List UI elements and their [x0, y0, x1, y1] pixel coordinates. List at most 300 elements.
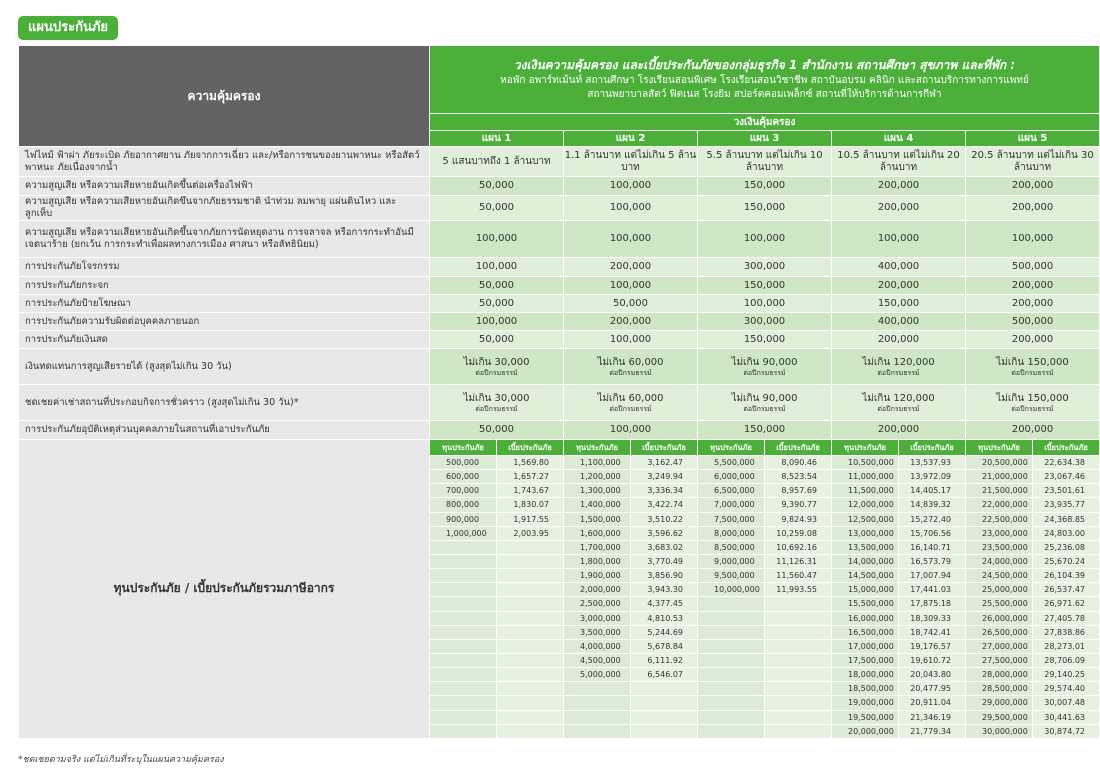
coverage-value: 400,000	[832, 313, 966, 331]
coverage-header: ความคุ้มครอง	[19, 46, 430, 147]
sum-insured-cell	[430, 554, 497, 568]
per-policy-note: ต่อปีกรมธรรม์	[1011, 368, 1054, 377]
coverage-label: การประกันภัยเงินสด	[19, 331, 430, 349]
premium-cell: 26,537.47	[1033, 583, 1100, 597]
sum-insured-cell: 11,000,000	[832, 470, 899, 484]
coverage-value-text: ไม่เกิน 60,000	[597, 356, 664, 368]
sum-insured-cell	[430, 710, 497, 724]
sum-insured-cell: 1,400,000	[564, 498, 631, 512]
sum-insured-cell: 5,500,000	[698, 456, 765, 470]
sum-insured-cell: 25,000,000	[966, 583, 1033, 597]
sum-insured-cell: 15,000,000	[832, 583, 899, 597]
sum-insured-cell: 21,000,000	[966, 470, 1033, 484]
premium-cell: 24,803.00	[1033, 526, 1100, 540]
premium-cell	[497, 554, 564, 568]
premium-section-label: ทุนประกันภัย / เบี้ยประกันภัยรวมภาษีอากร	[19, 440, 430, 739]
sum-insured-cell: 22,500,000	[966, 512, 1033, 526]
per-policy-note: ต่อปีกรมธรรม์	[743, 368, 786, 377]
coverage-value: 50,000	[430, 295, 564, 313]
coverage-value: 150,000	[698, 277, 832, 295]
sum-insured-cell	[698, 639, 765, 653]
premium-cell: 1,569.80	[497, 456, 564, 470]
sum-insured-cell: 19,000,000	[832, 696, 899, 710]
premium-cell: 10,692.16	[765, 540, 832, 554]
per-policy-note: ต่อปีกรมธรรม์	[1011, 404, 1054, 413]
premium-cell	[765, 611, 832, 625]
coverage-label: การประกันภัยโจรกรรม	[19, 258, 430, 277]
coverage-value: 200,000	[564, 313, 698, 331]
sum-insured-cell: 23,500,000	[966, 540, 1033, 554]
sum-insured-header: ทุนประกันภัย	[832, 440, 899, 456]
coverage-row	[19, 196, 1100, 221]
premium-cell: 14,405.17	[899, 484, 966, 498]
premium-cell: 4,377.45	[631, 597, 698, 611]
sum-insured-cell	[430, 569, 497, 583]
coverage-value: 200,000	[832, 331, 966, 349]
premium-cell: 21,346.19	[899, 710, 966, 724]
premium-cell	[765, 724, 832, 738]
sum-insured-cell: 1,100,000	[564, 456, 631, 470]
coverage-value-text: ไม่เกิน 30,000	[463, 392, 530, 404]
coverage-value: 5 แสนบาทถึง 1 ล้านบาท	[430, 147, 564, 177]
sum-insured-cell: 24,500,000	[966, 569, 1033, 583]
premium-cell	[631, 710, 698, 724]
coverage-value: 100,000	[564, 421, 698, 440]
sum-insured-cell: 600,000	[430, 470, 497, 484]
coverage-table	[18, 45, 1100, 739]
per-policy-note: ต่อปีกรมธรรม์	[609, 404, 652, 413]
sum-insured-cell: 23,000,000	[966, 526, 1033, 540]
sum-insured-cell	[430, 639, 497, 653]
premium-cell: 1,743.67	[497, 484, 564, 498]
coverage-row	[19, 147, 1100, 177]
sum-insured-cell: 800,000	[430, 498, 497, 512]
premium-cell: 1,917.55	[497, 512, 564, 526]
premium-cell: 11,126.31	[765, 554, 832, 568]
coverage-value: 100,000	[698, 221, 832, 258]
premium-cell: 26,104.39	[1033, 569, 1100, 583]
sum-insured-cell: 22,000,000	[966, 498, 1033, 512]
coverage-label: ความสูญเสีย หรือความเสียหายอันเกิดขึ้นจากภัยการนัดหยุดงาน การจลาจล หรือการกระทำอันมีเจตนาร้าย (ยกเว้น การกระทำเพื่อผลทางการเมือง ศาสนา หรือลัทธินิยม)	[19, 221, 430, 258]
premium-cell: 15,272.40	[899, 512, 966, 526]
premium-cell	[765, 668, 832, 682]
premium-cell: 24,368.85	[1033, 512, 1100, 526]
per-policy-note: ต่อปีกรมธรรม์	[475, 404, 518, 413]
sum-insured-cell	[564, 724, 631, 738]
plan-header-2: แผน 2	[564, 131, 698, 147]
premium-cell	[765, 710, 832, 724]
premium-cell: 10,259.08	[765, 526, 832, 540]
sum-insured-cell: 27,000,000	[966, 639, 1033, 653]
premium-cell: 15,706.56	[899, 526, 966, 540]
sum-insured-cell: 2,500,000	[564, 597, 631, 611]
coverage-value: 50,000	[430, 277, 564, 295]
premium-cell: 23,935.77	[1033, 498, 1100, 512]
coverage-value: 100,000	[966, 221, 1100, 258]
premium-cell	[765, 682, 832, 696]
sum-insured-cell: 3,500,000	[564, 625, 631, 639]
coverage-value: 200,000	[832, 196, 966, 221]
premium-cell: 3,770.49	[631, 554, 698, 568]
sum-insured-cell: 13,000,000	[832, 526, 899, 540]
sum-insured-cell	[430, 583, 497, 597]
plan-header-3: แผน 3	[698, 131, 832, 147]
plan-description-header	[430, 46, 1100, 114]
coverage-value: 50,000	[430, 196, 564, 221]
sum-insured-cell: 26,500,000	[966, 625, 1033, 639]
coverage-value: 100,000	[564, 177, 698, 196]
sum-insured-cell: 27,500,000	[966, 653, 1033, 667]
premium-cell: 18,309.33	[899, 611, 966, 625]
plan-header-5: แผน 5	[966, 131, 1100, 147]
premium-cell: 27,405.78	[1033, 611, 1100, 625]
per-policy-note: ต่อปีกรมธรรม์	[475, 368, 518, 377]
coverage-value: 300,000	[698, 258, 832, 277]
sum-insured-cell: 16,500,000	[832, 625, 899, 639]
coverage-value	[564, 385, 698, 421]
sum-insured-cell: 1,300,000	[564, 484, 631, 498]
premium-cell: 28,706.09	[1033, 653, 1100, 667]
coverage-value: 200,000	[966, 295, 1100, 313]
premium-cell: 30,874.72	[1033, 724, 1100, 738]
sum-insured-cell	[564, 682, 631, 696]
header-line-1: วงเงินความคุ้มครอง และเบี้ยประกันภัยของกลุ่มธุรกิจ 1 สำนักงาน สถานศึกษา สุขภาพ และที่พัก :	[513, 58, 1016, 72]
premium-cell: 13,972.09	[899, 470, 966, 484]
premium-cell	[497, 710, 564, 724]
coverage-value: 50,000	[430, 331, 564, 349]
premium-cell	[631, 696, 698, 710]
coverage-value: 100,000	[430, 313, 564, 331]
premium-cell: 3,249.94	[631, 470, 698, 484]
premium-cell: 11,993.55	[765, 583, 832, 597]
premium-cell: 4,810.53	[631, 611, 698, 625]
premium-cell: 3,162.47	[631, 456, 698, 470]
premium-cell: 9,824.93	[765, 512, 832, 526]
coverage-value: 50,000	[430, 421, 564, 440]
premium-cell: 20,043.80	[899, 668, 966, 682]
premium-cell: 20,911.04	[899, 696, 966, 710]
sum-insured-cell: 16,000,000	[832, 611, 899, 625]
coverage-value: 200,000	[832, 421, 966, 440]
premium-cell: 30,441.63	[1033, 710, 1100, 724]
sum-insured-cell: 26,000,000	[966, 611, 1033, 625]
premium-cell	[765, 696, 832, 710]
sum-insured-cell: 6,000,000	[698, 470, 765, 484]
coverage-value: 150,000	[832, 295, 966, 313]
sum-insured-cell: 10,500,000	[832, 456, 899, 470]
coverage-value: 100,000	[430, 258, 564, 277]
sum-insured-cell: 4,500,000	[564, 653, 631, 667]
coverage-value	[698, 385, 832, 421]
coverage-row	[19, 258, 1100, 277]
sum-insured-cell: 30,000,000	[966, 724, 1033, 738]
coverage-value: 200,000	[966, 421, 1100, 440]
header-line-2: หอพัก อพาร์ทเม้นท์ สถานศึกษา โรงเรียนสอนพิเศษ โรงเรียนสอนวิชาชีพ สถาบันอบรม คลินิก และสถานบริการทางการแพทย์	[500, 75, 1029, 86]
premium-cell: 8,090.46	[765, 456, 832, 470]
premium-cell	[497, 724, 564, 738]
sum-insured-cell: 12,500,000	[832, 512, 899, 526]
premium-cell: 16,140.71	[899, 540, 966, 554]
sum-insured-cell	[430, 625, 497, 639]
coverage-value-text: ไม่เกิน 120,000	[862, 356, 935, 368]
coverage-value	[966, 349, 1100, 385]
premium-cell: 16,573.79	[899, 554, 966, 568]
coverage-value: 100,000	[832, 221, 966, 258]
premium-cell: 2,003.95	[497, 526, 564, 540]
premium-cell	[497, 611, 564, 625]
sum-insured-cell: 8,500,000	[698, 540, 765, 554]
premium-cell: 13,537.93	[899, 456, 966, 470]
premium-header: เบี้ยประกันภัย	[631, 440, 698, 456]
coverage-value: 200,000	[564, 258, 698, 277]
premium-cell: 22,634.38	[1033, 456, 1100, 470]
coverage-value: 200,000	[966, 196, 1100, 221]
premium-cell: 5,678.84	[631, 639, 698, 653]
premium-cell: 3,683.02	[631, 540, 698, 554]
premium-cell: 29,574.40	[1033, 682, 1100, 696]
premium-cell: 3,856.90	[631, 569, 698, 583]
coverage-value: 200,000	[966, 177, 1100, 196]
sum-insured-cell: 18,000,000	[832, 668, 899, 682]
coverage-value-text: ไม่เกิน 60,000	[597, 392, 664, 404]
sum-insured-cell	[430, 696, 497, 710]
premium-cell	[631, 682, 698, 696]
sum-insured-cell	[698, 611, 765, 625]
coverage-row	[19, 277, 1100, 295]
premium-cell	[497, 583, 564, 597]
coverage-value	[430, 349, 564, 385]
coverage-value: 100,000	[564, 331, 698, 349]
premium-cell: 17,007.94	[899, 569, 966, 583]
coverage-row	[19, 295, 1100, 313]
sum-insured-cell	[430, 540, 497, 554]
coverage-row	[19, 331, 1100, 349]
premium-cell: 3,336.34	[631, 484, 698, 498]
coverage-value: 500,000	[966, 258, 1100, 277]
premium-cell	[765, 625, 832, 639]
premium-cell	[497, 625, 564, 639]
premium-cell	[497, 540, 564, 554]
sum-insured-cell: 1,000,000	[430, 526, 497, 540]
sum-insured-cell	[430, 724, 497, 738]
premium-cell	[497, 682, 564, 696]
coverage-label: ความสูญเสีย หรือความเสียหายอันเกิดขึ้นต่อเครื่องไฟฟ้า	[19, 177, 430, 196]
per-policy-note: ต่อปีกรมธรรม์	[877, 368, 920, 377]
limit-header: วงเงินคุ้มครอง	[430, 114, 1100, 131]
sum-insured-cell	[698, 625, 765, 639]
coverage-row	[19, 421, 1100, 440]
sum-insured-cell: 9,500,000	[698, 569, 765, 583]
coverage-row	[19, 385, 1100, 421]
premium-header: เบี้ยประกันภัย	[497, 440, 564, 456]
sum-insured-cell: 25,500,000	[966, 597, 1033, 611]
premium-cell: 18,742.41	[899, 625, 966, 639]
coverage-value: 200,000	[966, 331, 1100, 349]
coverage-value: 150,000	[698, 196, 832, 221]
premium-cell: 17,441.03	[899, 583, 966, 597]
coverage-value: 200,000	[832, 177, 966, 196]
sum-insured-header: ทุนประกันภัย	[564, 440, 631, 456]
sum-insured-cell	[698, 597, 765, 611]
per-policy-note: ต่อปีกรมธรรม์	[743, 404, 786, 413]
coverage-value	[832, 349, 966, 385]
header-line-3: สถานพยาบาลสัตว์ ฟิตเนส โรงยิม สปอร์ตคอมเพล็กซ์ สถานที่ให้บริการด้านการกีฬา	[587, 89, 942, 100]
premium-cell: 11,560.47	[765, 569, 832, 583]
page-title: แผนประกันภัย	[18, 16, 118, 40]
premium-cell: 8,957.69	[765, 484, 832, 498]
coverage-value-text: ไม่เกิน 90,000	[731, 356, 798, 368]
premium-header: เบี้ยประกันภัย	[1033, 440, 1100, 456]
sum-insured-cell: 7,000,000	[698, 498, 765, 512]
coverage-value: 150,000	[698, 177, 832, 196]
sum-insured-cell: 29,500,000	[966, 710, 1033, 724]
premium-header: เบี้ยประกันภัย	[899, 440, 966, 456]
coverage-value: 150,000	[698, 331, 832, 349]
premium-cell: 8,523.54	[765, 470, 832, 484]
premium-cell: 25,236.08	[1033, 540, 1100, 554]
premium-cell: 23,501.61	[1033, 484, 1100, 498]
coverage-label: ชดเชยค่าเช่าสถานที่ประกอบกิจการชั่วคราว (สูงสุดไม่เกิน 30 วัน)*	[19, 385, 430, 421]
sum-insured-cell	[698, 668, 765, 682]
premium-cell: 20,477.95	[899, 682, 966, 696]
coverage-row	[19, 313, 1100, 331]
coverage-value: 200,000	[966, 277, 1100, 295]
sum-insured-cell	[698, 724, 765, 738]
plan-header-1: แผน 1	[430, 131, 564, 147]
sum-insured-cell: 14,500,000	[832, 569, 899, 583]
sum-insured-cell: 1,200,000	[564, 470, 631, 484]
premium-cell	[631, 724, 698, 738]
sum-insured-cell: 28,500,000	[966, 682, 1033, 696]
sum-insured-cell	[430, 668, 497, 682]
coverage-value: 100,000	[430, 221, 564, 258]
sum-insured-cell: 13,500,000	[832, 540, 899, 554]
sum-insured-cell: 24,000,000	[966, 554, 1033, 568]
sum-insured-header: ทุนประกันภัย	[698, 440, 765, 456]
coverage-row	[19, 349, 1100, 385]
premium-cell	[497, 569, 564, 583]
coverage-value-text: ไม่เกิน 150,000	[996, 392, 1069, 404]
sum-insured-cell: 19,500,000	[832, 710, 899, 724]
sum-insured-header: ทุนประกันภัย	[430, 440, 497, 456]
sum-insured-cell: 700,000	[430, 484, 497, 498]
coverage-value: 400,000	[832, 258, 966, 277]
plan-header-4: แผน 4	[832, 131, 966, 147]
sum-insured-cell: 500,000	[430, 456, 497, 470]
coverage-value	[564, 349, 698, 385]
coverage-label: เงินทดแทนการสูญเสียรายได้ (สูงสุดไม่เกิน 30 วัน)	[19, 349, 430, 385]
coverage-label: การประกันภัยอุบัติเหตุส่วนบุคคลภายในสถานที่เอาประกันภัย	[19, 421, 430, 440]
per-policy-note: ต่อปีกรมธรรม์	[609, 368, 652, 377]
premium-cell: 26,971.62	[1033, 597, 1100, 611]
premium-cell: 3,943.30	[631, 583, 698, 597]
sum-insured-cell	[430, 682, 497, 696]
coverage-value: 100,000	[564, 221, 698, 258]
coverage-row	[19, 177, 1100, 196]
premium-cell: 5,244.69	[631, 625, 698, 639]
coverage-label: การประกันภัยกระจก	[19, 277, 430, 295]
coverage-label: การประกันภัยป้ายโฆษณา	[19, 295, 430, 313]
sum-insured-cell	[430, 597, 497, 611]
sum-insured-cell: 7,500,000	[698, 512, 765, 526]
coverage-value-text: ไม่เกิน 150,000	[996, 356, 1069, 368]
sum-insured-cell: 17,500,000	[832, 653, 899, 667]
premium-cell	[497, 668, 564, 682]
coverage-value-text: ไม่เกิน 120,000	[862, 392, 935, 404]
premium-header: เบี้ยประกันภัย	[765, 440, 832, 456]
sum-insured-cell: 9,000,000	[698, 554, 765, 568]
sum-insured-cell	[698, 653, 765, 667]
sum-insured-cell: 17,000,000	[832, 639, 899, 653]
coverage-label: ความสูญเสีย หรือความเสียหายอันเกิดขึ้นจากภัยธรรมชาติ น้ำท่วม ลมพายุ แผ่นดินไหว และลูกเห็บ	[19, 196, 430, 221]
coverage-value: 100,000	[698, 295, 832, 313]
coverage-value: 100,000	[564, 196, 698, 221]
premium-cell: 19,176.57	[899, 639, 966, 653]
sum-insured-header: ทุนประกันภัย	[966, 440, 1033, 456]
premium-cell: 9,390.77	[765, 498, 832, 512]
coverage-value: 200,000	[832, 277, 966, 295]
sum-insured-cell: 18,500,000	[832, 682, 899, 696]
coverage-value: 5.5 ล้านบาท แต่ไม่เกิน 10 ล้านบาท	[698, 147, 832, 177]
footnote: *ชดเชยตามจริง แต่ไม่เกินที่ระบุในแผนความคุ้มครอง	[18, 755, 224, 765]
sum-insured-cell: 12,000,000	[832, 498, 899, 512]
premium-cell: 25,670.24	[1033, 554, 1100, 568]
sum-insured-cell: 11,500,000	[832, 484, 899, 498]
coverage-value: 100,000	[564, 277, 698, 295]
sum-insured-cell: 14,000,000	[832, 554, 899, 568]
sum-insured-cell: 1,700,000	[564, 540, 631, 554]
premium-cell: 27,838.86	[1033, 625, 1100, 639]
premium-cell: 1,657.27	[497, 470, 564, 484]
premium-cell: 21,779.34	[899, 724, 966, 738]
coverage-value-text: ไม่เกิน 90,000	[731, 392, 798, 404]
sum-insured-cell: 1,500,000	[564, 512, 631, 526]
sum-insured-cell	[430, 611, 497, 625]
coverage-value-text: ไม่เกิน 30,000	[463, 356, 530, 368]
sum-insured-cell: 20,000,000	[832, 724, 899, 738]
coverage-value: 50,000	[564, 295, 698, 313]
coverage-value: 500,000	[966, 313, 1100, 331]
premium-cell	[497, 653, 564, 667]
sum-insured-cell: 2,000,000	[564, 583, 631, 597]
sum-insured-cell	[698, 710, 765, 724]
premium-cell: 3,596.62	[631, 526, 698, 540]
premium-cell	[497, 597, 564, 611]
premium-cell	[765, 639, 832, 653]
sum-insured-cell	[698, 696, 765, 710]
coverage-value: 20.5 ล้านบาท แต่ไม่เกิน 30 ล้านบาท	[966, 147, 1100, 177]
sum-insured-cell: 3,000,000	[564, 611, 631, 625]
sum-insured-cell: 8,000,000	[698, 526, 765, 540]
premium-cell: 17,875.18	[899, 597, 966, 611]
sum-insured-cell: 21,500,000	[966, 484, 1033, 498]
sum-insured-cell	[430, 653, 497, 667]
premium-cell: 19,610.72	[899, 653, 966, 667]
coverage-row	[19, 221, 1100, 258]
coverage-label: ไฟไหม้ ฟ้าผ่า ภัยระเบิด ภัยอากาศยาน ภัยจากการเฉี่ยว และ/หรือการชนของยานพาหนะ หรือสัตว์พาหนะ ภัยเนื่องจากน้ำ	[19, 147, 430, 177]
sum-insured-cell: 1,900,000	[564, 569, 631, 583]
premium-cell: 23,067.46	[1033, 470, 1100, 484]
sum-insured-cell: 1,600,000	[564, 526, 631, 540]
per-policy-note: ต่อปีกรมธรรม์	[877, 404, 920, 413]
coverage-value: 50,000	[430, 177, 564, 196]
sum-insured-cell: 4,000,000	[564, 639, 631, 653]
coverage-value: 1.1 ล้านบาท แต่ไม่เกิน 5 ล้านบาท	[564, 147, 698, 177]
coverage-value	[966, 385, 1100, 421]
premium-cell: 6,111.92	[631, 653, 698, 667]
coverage-value: 10.5 ล้านบาท แต่ไม่เกิน 20 ล้านบาท	[832, 147, 966, 177]
coverage-value	[832, 385, 966, 421]
